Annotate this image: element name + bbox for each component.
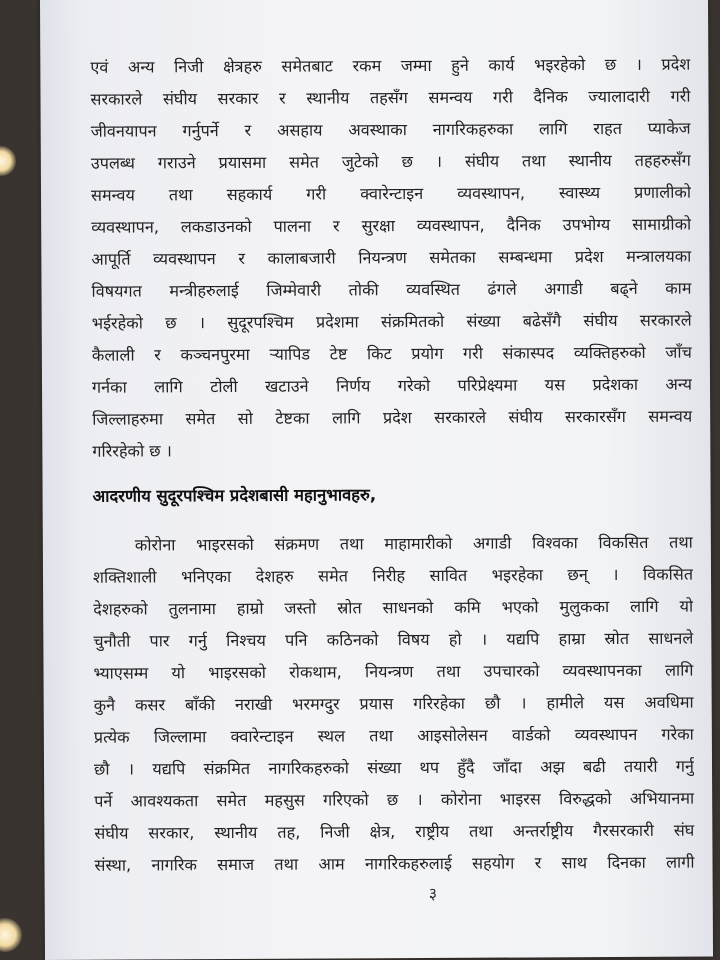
paragraph-line: जिल्लाहरुमा समेत सो टेष्टका लागि प्रदेश सरकारले संघीय सरकारसँग समन्वय bbox=[92, 406, 693, 429]
paragraph-line: विषयगत मन्त्रीहरुलाई जिम्मेवारी तोकी व्यवस्थित ढंगले अगाडी बढ्ने काम bbox=[91, 278, 692, 301]
paragraph-line: कैलाली र कञ्चनपुरमा र्‍यापिड टेष्ट किट प्रयोग गरी संकास्पद व्यक्तिहरुको जाँच bbox=[91, 342, 692, 365]
paragraph-line: संस्था, नागरिक समाज तथा आम नागरिकहरुलाई सहयोग र साथ दिनका लागी bbox=[94, 852, 695, 875]
paragraph-line: कुनै कसर बाँकी नराखी भरमग्दुर प्रयास गरिरहेका छौ । हामीले यस अवधिमा bbox=[93, 692, 694, 715]
paragraph-2 bbox=[93, 527, 695, 882]
paragraph-line: पर्ने आवश्यकता समेत महसुस गरिएको छ । कोरोना भाइरस विरुद्धको अभियानमा bbox=[94, 788, 695, 811]
salutation-heading: आदरणीय सुदूरपश्चिम प्रदेशबासी महानुभावहरु, bbox=[92, 485, 377, 506]
page-number: ३ bbox=[428, 883, 438, 903]
paragraph-line: उपलब्ध गराउने प्रयासमा समेत जुटेको छ । संघीय तथा स्थानीय तहहरुसँग bbox=[90, 150, 691, 173]
paragraph-line: चुनौती पार गर्नु निश्चय पनि कठिनको विषय हो । यद्यपि हाम्रा स्रोत साधनले bbox=[93, 628, 694, 651]
paragraph-line: भ्याएसम्म यो भाइरसको रोकथाम, नियन्त्रण तथा उपचारको व्यवस्थापनका लागि bbox=[93, 660, 694, 683]
paragraph-line: समन्वय तथा सहकार्य गरी क्वारेन्टाइन व्यवस्थापन, स्वास्थ्य प्रणालीको bbox=[90, 182, 692, 205]
paragraph-line: देशहरुको तुलनामा हाम्रो जस्तो स्रोत साधनको कमि भएको मुलुकका लागि यो bbox=[93, 596, 694, 619]
paragraph-line: भईरहेको छ । सुदूरपश्चिम प्रदेशमा संक्रमितको संख्या बढेसँगै संघीय सरकारले bbox=[91, 310, 692, 333]
paragraph-line: जीवनयापन गर्नुपर्ने र असहाय अवस्थाका नागरिकहरुका लागि राहत प्याकेज bbox=[90, 118, 691, 141]
paragraph-line: कोरोना भाइरसको संक्रमण तथा माहामारीको अगाडी विश्वका विकसित तथा bbox=[134, 532, 693, 555]
background-light-spot bbox=[0, 146, 16, 176]
paragraph-line: एवं अन्य निजी क्षेत्रहरु समेतबाट रकम जम्मा हुने कार्य भइरहेको छ । प्रदेश bbox=[90, 54, 691, 77]
paragraph-line: शक्तिशाली भनिएका देशहरु समेत निरीह सावित भइरहेका छन् । विकसित bbox=[92, 564, 694, 587]
paragraph-line: आपूर्ति व्यवस्थापन र कालाबजारी नियन्त्रण समेतका सम्बन्धमा प्रदेश मन्त्रालयका bbox=[91, 246, 692, 269]
paragraph-line: सरकारले संघीय सरकार र स्थानीय तहसँग समन्वय गरी दैनिक ज्यालादारी गरी bbox=[90, 86, 691, 109]
paragraph-line: प्रत्येक जिल्लामा क्वारेन्टाइन स्थल तथा आइसोलेसन वार्डको व्यवस्थापन गरेका bbox=[93, 724, 694, 747]
document-page bbox=[40, 0, 713, 960]
paragraph-line: गर्नका लागि टोली खटाउने निर्णय गरेको परिप्रेक्ष्यमा यस प्रदेशका अन्य bbox=[91, 374, 693, 397]
paragraph-1 bbox=[90, 49, 692, 468]
paragraph-line: संघीय सरकार, स्थानीय तह, निजी क्षेत्र, राष्ट्रीय तथा अन्तर्राष्ट्रीय गैरसरकारी संघ bbox=[94, 820, 695, 843]
paragraph-line: गरिरहेको छ । bbox=[92, 441, 172, 461]
paragraph-line: व्यवस्थापन, लकडाउनको पालना र सुरक्षा व्यवस्थापन, दैनिक उपभोग्य सामाग्रीको bbox=[91, 214, 692, 237]
paragraph-line: छौ । यद्यपि संक्रमित नागरिकहरुको संख्या थप हुँदै जाँदा अझ बढी तयारी गर्नु bbox=[93, 756, 695, 779]
background-light-spot bbox=[0, 918, 22, 952]
